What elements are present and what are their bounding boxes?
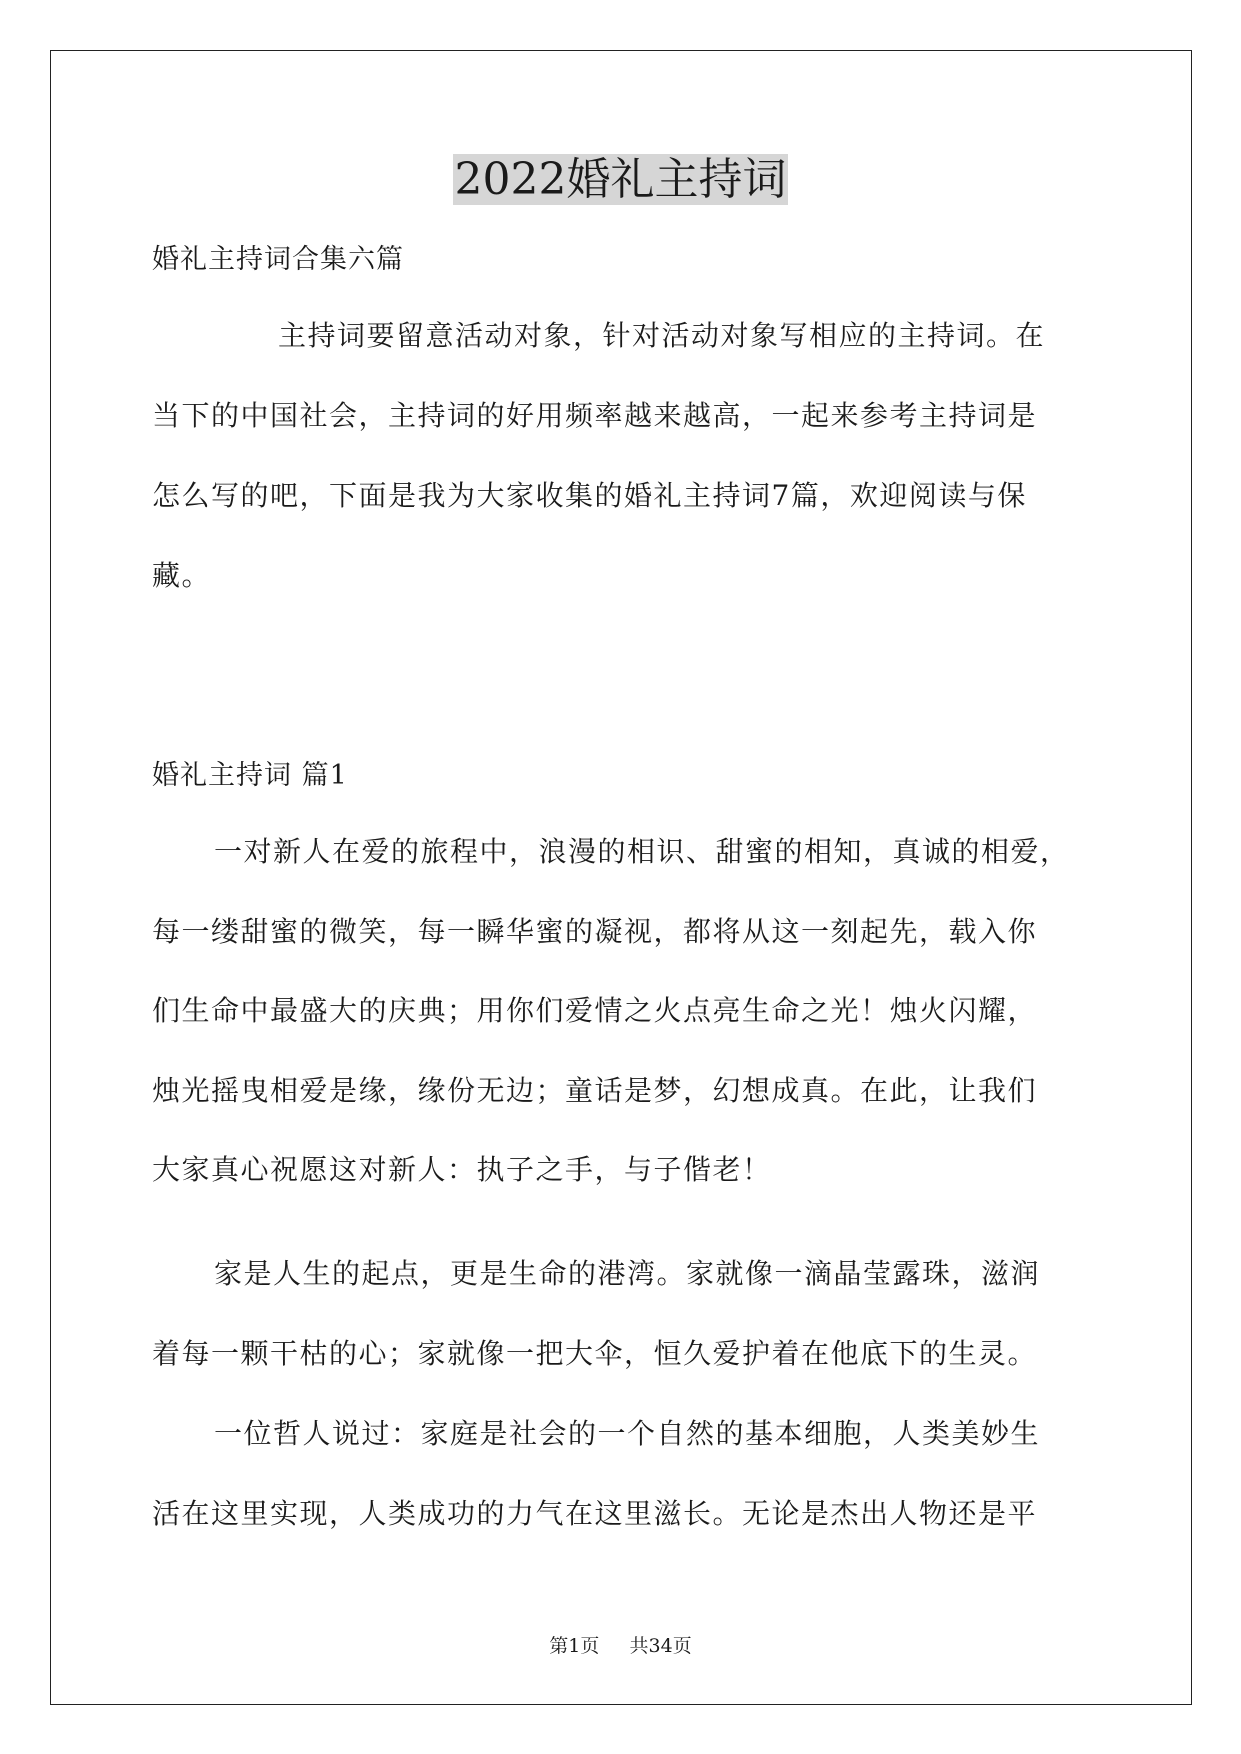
document-title-text: 2022婚礼主持词 — [454, 154, 787, 205]
paragraph-line: 烛光摇曳相爱是缘，缘份无边；童话是梦，幻想成真。在此，让我们 — [152, 1073, 1038, 1107]
total-pages: 共34页 — [629, 1635, 692, 1657]
body-paragraph-1 — [152, 832, 1102, 1230]
section-heading: 婚礼主持词 篇1 — [152, 760, 348, 791]
paragraph-line: 活在这里实现，人类成功的力气在这里滋长。无论是杰出人物还是平 — [152, 1496, 1038, 1530]
document-subtitle: 婚礼主持词合集六篇 — [152, 244, 404, 275]
paragraph-line: 一位哲人说过：家庭是社会的一个自然的基本细胞，人类美妙生 — [214, 1417, 1041, 1450]
intro-line: 藏。 — [152, 559, 212, 592]
paragraph-line: 大家真心祝愿这对新人：执子之手，与子偕老！ — [152, 1153, 772, 1186]
intro-line: 主持词要留意活动对象，针对活动对象写相应的主持词。在 — [278, 319, 1046, 352]
paragraph-line: 家是人生的起点，更是生命的港湾。家就像一滴晶莹露珠，滋润 — [214, 1257, 1041, 1290]
intro-line: 怎么写的吧，下面是我为大家收集的婚礼主持词7篇，欢迎阅读与保 — [152, 479, 1027, 512]
intro-paragraph — [152, 316, 1102, 636]
paragraph-line: 每一缕甜蜜的微笑，每一瞬华蜜的凝视，都将从这一刻起先，载入你 — [152, 914, 1038, 948]
paragraph-line: 们生命中最盛大的庆典；用你们爱情之火点亮生命之光！烛火闪耀， — [152, 994, 1038, 1027]
body-paragraph-2 — [152, 1254, 1102, 1413]
intro-line: 当下的中国社会，主持词的好用频率越来越高，一起来参考主持词是 — [152, 399, 1038, 432]
document-title — [0, 152, 1241, 208]
paragraph-line: 一对新人在爱的旅程中，浪漫的相识、甜蜜的相知，真诚的相爱， — [214, 835, 1070, 868]
page-footer — [0, 1634, 1241, 1658]
body-paragraph-3 — [152, 1414, 1102, 1573]
paragraph-line: 着每一颗干枯的心；家就像一把大伞，恒久爱护着在他底下的生灵。 — [152, 1336, 1038, 1370]
page-number: 第1页 — [549, 1635, 600, 1657]
